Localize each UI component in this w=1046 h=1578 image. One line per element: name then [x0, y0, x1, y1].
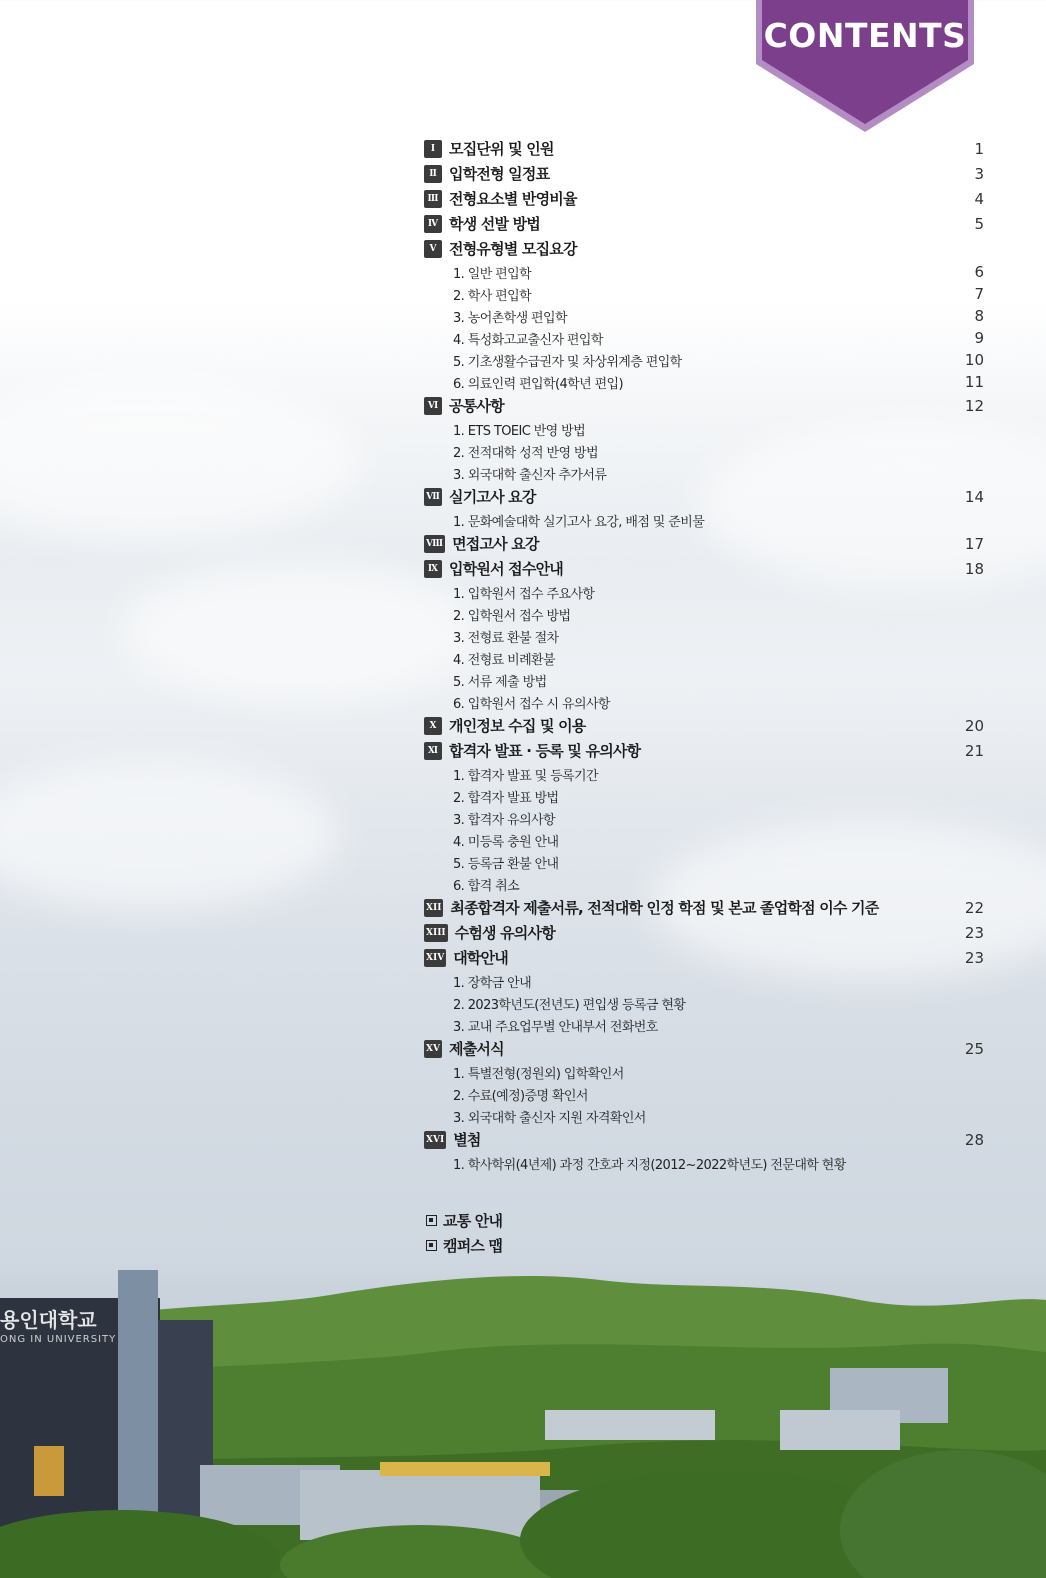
- toc-subsection: [424, 1105, 984, 1127]
- toc-subsection: [424, 873, 984, 895]
- toc-subsection-title: 2. 입학원서 접수 방법: [453, 608, 571, 624]
- section-number-badge: XII: [424, 899, 443, 917]
- toc-section-left: [424, 947, 508, 968]
- toc-subsection: [424, 992, 984, 1014]
- toc-subsection: [424, 691, 984, 713]
- toc-subsection: [424, 807, 984, 829]
- toc-section: [424, 1127, 984, 1152]
- section-number-badge: Ⅵ: [424, 397, 442, 415]
- toc-subsection: [424, 283, 984, 305]
- toc-section-left: [424, 715, 585, 736]
- toc-section-title: 별첨: [453, 1131, 481, 1149]
- toc-section: [424, 895, 984, 920]
- toc-section-title: 대학안내: [453, 949, 508, 967]
- toc-subsection: [424, 763, 984, 785]
- toc-subsection-title: 6. 입학원서 접수 시 유의사항: [453, 696, 610, 712]
- toc-section-left: [424, 163, 549, 184]
- toc-page-number: 22: [964, 898, 984, 917]
- toc-subsection: [424, 418, 984, 440]
- toc-section-title: 개인정보 수집 및 이용: [449, 717, 586, 735]
- toc-subsection-title: 5. 기초생활수급권자 및 차상위계층 편입학: [453, 354, 682, 370]
- toc-section-title: 수험생 유의사항: [454, 924, 555, 942]
- toc-subsection-title: 2. 수료(예정)증명 확인서: [453, 1088, 588, 1104]
- toc-subsection-title: 5. 등록금 환불 안내: [453, 856, 559, 872]
- toc-subsection: [424, 829, 984, 851]
- toc-section: [424, 531, 984, 556]
- toc-section-left: [424, 486, 536, 507]
- section-number-badge: Ⅶ: [424, 488, 442, 506]
- toc-page-number: 10: [964, 351, 984, 369]
- toc-subsection: [424, 581, 984, 603]
- toc-page-number: 7: [974, 285, 984, 303]
- toc-section-left: [424, 1038, 504, 1059]
- toc-subsection: [424, 625, 984, 647]
- toc-section-left: [424, 740, 640, 761]
- section-number-badge: Ⅰ: [424, 140, 442, 158]
- toc-page-number: 8: [974, 307, 984, 325]
- toc-subsection: [424, 1014, 984, 1036]
- toc-page-number: 9: [974, 329, 984, 347]
- toc-page-number: 3: [974, 164, 984, 183]
- toc-page-number: 18: [964, 559, 984, 578]
- section-number-badge: Ⅱ: [424, 165, 442, 183]
- section-number-badge: XV: [424, 1040, 442, 1058]
- toc-section: [424, 161, 984, 186]
- toc-subsection-title: 1. 특별전형(정원외) 입학확인서: [453, 1066, 624, 1082]
- toc-subsection: [424, 785, 984, 807]
- toc-subsection: [424, 349, 984, 371]
- toc-subsection-title: 1. 일반 편입학: [453, 266, 532, 282]
- contents-title: CONTENTS: [763, 16, 967, 55]
- toc-subsection-title: 1. ETS TOEIC 반영 방법: [453, 423, 586, 439]
- spacer: [424, 1174, 984, 1208]
- toc-section-title: 모집단위 및 인원: [449, 140, 554, 158]
- toc-page-number: 23: [964, 948, 984, 967]
- section-number-badge: Ⅲ: [424, 190, 442, 208]
- toc-page-number: 1: [974, 139, 984, 158]
- toc-section-title: 입학원서 접수안내: [449, 560, 563, 578]
- toc-subsection: [424, 261, 984, 283]
- toc-section-title: 최종합격자 제출서류, 전적대학 인정 학점 및 본교 졸업학점 이수 기준: [450, 899, 879, 917]
- building-sign-en: ONG IN UNIVERSITY: [0, 1334, 117, 1345]
- toc-subsection-title: 3. 합격자 유의사항: [453, 812, 555, 828]
- toc-subsection-title: 2. 합격자 발표 방법: [453, 790, 559, 806]
- table-of-contents: [424, 136, 984, 1258]
- toc-section: [424, 920, 984, 945]
- toc-subsection-title: 1. 입학원서 접수 주요사항: [453, 586, 595, 602]
- toc-subsection-title: 3. 교내 주요업무별 안내부서 전화번호: [453, 1019, 658, 1035]
- toc-subsection-title: 6. 의료인력 편입학(4학년 편입): [453, 376, 623, 392]
- toc-subsection: [424, 970, 984, 992]
- toc-subsection-title: 3. 외국대학 출신자 지원 자격확인서: [453, 1110, 646, 1126]
- toc-extra-title: 캠퍼스 맵: [443, 1237, 503, 1255]
- toc-subsection-title: 3. 농어촌학생 편입학: [453, 310, 567, 326]
- toc-page-number: 12: [964, 396, 984, 415]
- toc-section-title: 전형유형별 모집요강: [449, 240, 577, 258]
- toc-section: [424, 556, 984, 581]
- toc-section-left: [424, 395, 504, 416]
- toc-subsection-title: 6. 합격 취소: [453, 878, 520, 894]
- toc-subsection-title: 2. 학사 편입학: [453, 288, 532, 304]
- toc-section-left: [424, 558, 563, 579]
- toc-subsection: [424, 462, 984, 484]
- toc-section: [424, 236, 984, 261]
- toc-page-number: 6: [974, 263, 984, 281]
- section-number-badge: Ⅸ: [424, 560, 442, 578]
- toc-section-title: 입학전형 일정표: [449, 165, 550, 183]
- toc-subsection-title: 4. 특성화고교출신자 편입학: [453, 332, 603, 348]
- toc-section-left: [424, 922, 555, 943]
- toc-page-number: 25: [964, 1039, 984, 1058]
- toc-subsection: [424, 851, 984, 873]
- toc-subsection: [424, 603, 984, 625]
- toc-subsection-title: 1. 학사학위(4년제) 과정 간호과 지정(2012~2022학년도) 전문대학 현황: [453, 1157, 846, 1173]
- toc-subsection-title: 5. 서류 제출 방법: [453, 674, 547, 690]
- section-number-badge: Ⅺ: [424, 742, 442, 760]
- section-number-badge: Ⅴ: [424, 240, 442, 258]
- toc-subsection-title: 4. 미등록 충원 안내: [453, 834, 559, 850]
- toc-section: [424, 484, 984, 509]
- toc-section: [424, 393, 984, 418]
- toc-subsection-title: 1. 합격자 발표 및 등록기간: [453, 768, 598, 784]
- toc-section-left: [424, 1129, 481, 1150]
- toc-subsection-title: 4. 전형료 비례환불: [453, 652, 555, 668]
- cloud: [0, 760, 340, 910]
- toc-page-number: 20: [964, 716, 984, 735]
- toc-subsection-title: 1. 장학금 안내: [453, 975, 532, 991]
- toc-subsection-title: 2. 전적대학 성적 반영 방법: [453, 445, 598, 461]
- toc-subsection: [424, 327, 984, 349]
- toc-section-title: 실기고사 요강: [449, 488, 536, 506]
- toc-page-number: 23: [964, 923, 984, 942]
- toc-section: [424, 945, 984, 970]
- toc-subsection-title: 1. 문화예술대학 실기고사 요강, 배점 및 준비물: [453, 514, 705, 530]
- toc-subsection: [424, 509, 984, 531]
- toc-subsection-title: 2. 2023학년도(전년도) 편입생 등록금 현황: [453, 997, 686, 1013]
- toc-section-left: [424, 138, 554, 159]
- section-number-badge: Ⅳ: [424, 215, 442, 233]
- toc-section-left: [424, 897, 878, 918]
- section-number-badge: XIV: [424, 949, 446, 967]
- toc-subsection: [424, 1083, 984, 1105]
- toc-subsection: [424, 1152, 984, 1174]
- toc-section-title: 학생 선발 방법: [449, 215, 540, 233]
- toc-section-title: 공통사항: [449, 397, 504, 415]
- section-number-badge: Ⅷ: [424, 535, 445, 553]
- toc-section-title: 합격자 발표 · 등록 및 유의사항: [449, 742, 641, 760]
- toc-section-left: [424, 238, 577, 259]
- toc-section: [424, 211, 984, 236]
- building-sign: 용인대학교: [0, 1308, 97, 1332]
- toc-section-left: [424, 188, 577, 209]
- section-number-badge: XIII: [424, 924, 448, 942]
- toc-page-number: 17: [964, 534, 984, 553]
- toc-page-number: 5: [974, 214, 984, 233]
- toc-subsection-title: 3. 전형료 환불 절차: [453, 630, 559, 646]
- toc-section: [424, 1036, 984, 1061]
- toc-page-number: 28: [964, 1130, 984, 1149]
- square-bullet-icon: [426, 1215, 437, 1226]
- toc-subsection: [424, 647, 984, 669]
- toc-subsection-title: 3. 외국대학 출신자 추가서류: [453, 467, 607, 483]
- toc-section: [424, 186, 984, 211]
- cloud: [0, 380, 360, 540]
- section-number-badge: XVI: [424, 1131, 446, 1149]
- toc-section: [424, 713, 984, 738]
- toc-section-left: [424, 533, 539, 554]
- toc-page-number: 21: [964, 741, 984, 760]
- toc-subsection: [424, 305, 984, 327]
- toc-page-number: 14: [964, 487, 984, 506]
- toc-section-title: 전형요소별 반영비율: [449, 190, 577, 208]
- toc-subsection: [424, 1061, 984, 1083]
- toc-page-number: 11: [964, 373, 984, 391]
- toc-subsection: [424, 669, 984, 691]
- toc-subsection: [424, 440, 984, 462]
- toc-page-number: 4: [974, 189, 984, 208]
- toc-section: [424, 738, 984, 763]
- toc-section: [424, 136, 984, 161]
- campus-photo: [0, 1240, 1046, 1578]
- toc-extra-item: [424, 1208, 984, 1233]
- section-number-badge: Ⅹ: [424, 717, 442, 735]
- toc-extra-title: 교통 안내: [443, 1212, 503, 1230]
- toc-section-title: 면접고사 요강: [452, 535, 539, 553]
- toc-subsection: [424, 371, 984, 393]
- toc-section-left: [424, 213, 540, 234]
- toc-section-title: 제출서식: [449, 1040, 504, 1058]
